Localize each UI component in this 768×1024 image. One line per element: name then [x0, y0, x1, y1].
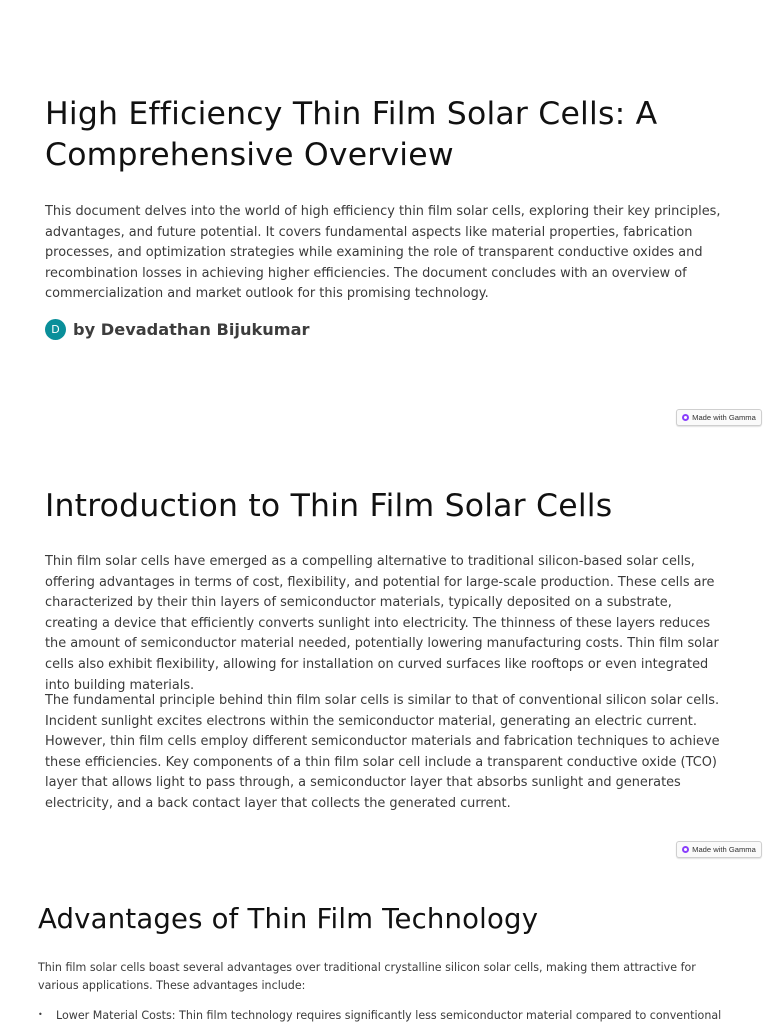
list-item	[38, 1007, 738, 1024]
author-name: by Devadathan Bijukumar	[73, 319, 310, 339]
introduction-paragraph-1: Thin film solar cells have emerged as a compelling alternative to traditional silicon-based solar cells, offering advantages in terms of cost, flexibility, and potential for large-scale production. These cells are characterized by their thin layers of semiconductor materials, typically deposited on a substrate, creating a device that efficiently converts sunlight into electricity. The thinness of these layers reduces the amount of semiconductor material needed, potentially lowering manufacturing costs. Thin film solar cells also exhibit flexibility, allowing for installation on curved surfaces like rooftops or even integrated into building materials.	[45, 554, 719, 693]
section-title-advantages: Advantages of Thin Film Technology	[38, 903, 539, 935]
gamma-logo-icon	[682, 846, 689, 853]
gamma-logo-icon	[682, 414, 689, 421]
advantages-intro: Thin film solar cells boast several advantages over traditional crystalline silicon solar cells, making them attractive for various applications. These advantages include:	[38, 961, 696, 992]
badge-label: Made with Gamma	[692, 845, 756, 854]
badge-label: Made with Gamma	[692, 413, 756, 422]
document-title: High Efficiency Thin Film Solar Cells: A Comprehensive Overview	[45, 96, 658, 173]
introduction-paragraph-2: The fundamental principle behind thin film solar cells is similar to that of conventional silicon solar cells. Incident sunlight excites electrons within the semiconductor material, generating an electric current. However, thin film cells employ different semiconductor materials and fabrication techniques to achieve these efficiencies. Key components of a thin film solar cell include a transparent conductive oxide (TCO) layer that allows light to pass through, a semiconductor layer that absorbs sunlight and generates electricity, and a back contact layer that collects the generated current.	[45, 693, 720, 811]
bullet-icon: •	[38, 1010, 43, 1019]
made-with-gamma-badge[interactable]	[676, 409, 762, 426]
list-item-text: Lower Material Costs: Thin film technology requires significantly less semiconductor material compared to conventional	[56, 1009, 722, 1022]
avatar: D	[45, 319, 66, 340]
section-title-introduction: Introduction to Thin Film Solar Cells	[45, 488, 613, 524]
document-description: This document delves into the world of high efficiency thin film solar cells, exploring their key principles, advantages, and future potential. It covers fundamental aspects like material properties, fabrication processes, and optimization strategies while examining the role of transparent conductive oxides and recombination losses in achieving higher efficiencies. The document concludes with an overview of commercialization and market outlook for this promising technology.	[45, 204, 721, 302]
made-with-gamma-badge[interactable]	[676, 841, 762, 858]
author-line	[45, 318, 310, 340]
